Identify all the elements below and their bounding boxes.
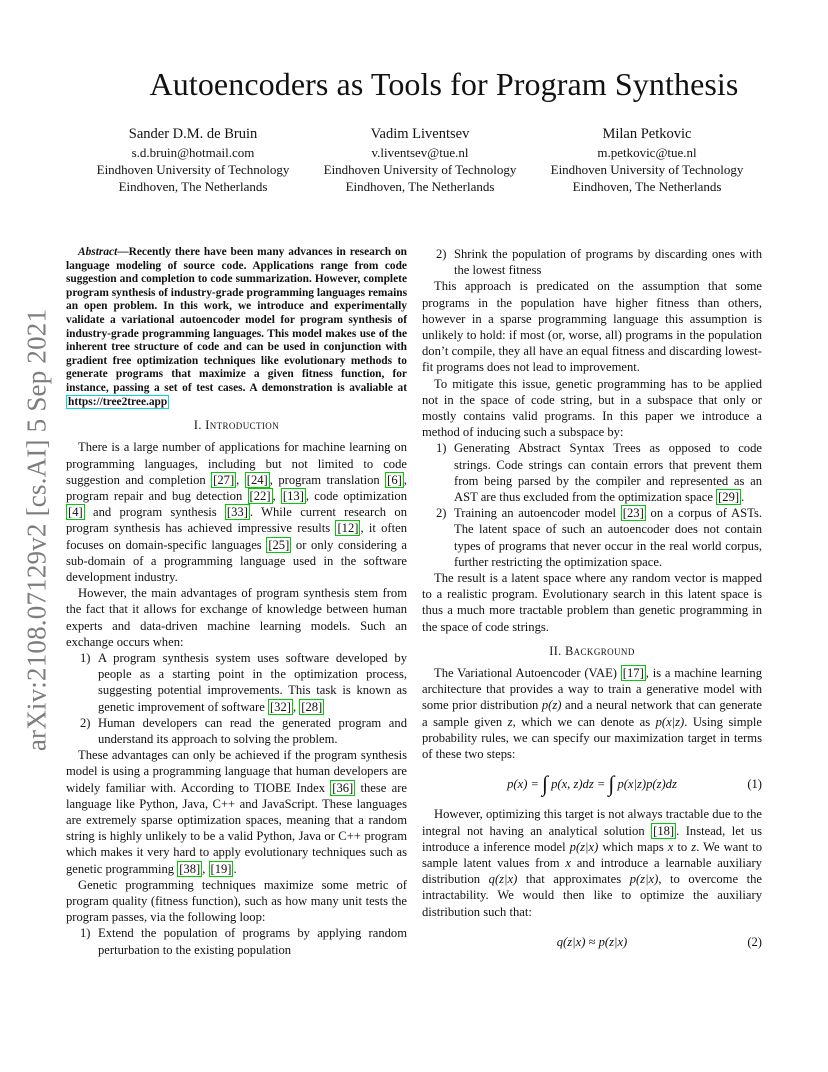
arxiv-sidebar-stamp [22,300,52,760]
citation-link[interactable]: [36] [332,780,354,795]
list-item: 1) A program synthesis system uses software developed by people as a starting point in the optimization process, suggesting potential improvements. This task is known as genetic improvement of software [32] , [28] [80,650,407,714]
citation-link[interactable]: [6] [387,472,402,487]
citation-link[interactable]: [23] [622,506,644,521]
citation-link[interactable]: [18] [653,823,675,838]
author-email: v.liventsev@tue.nl [371,145,469,160]
citation-link[interactable]: [4] [68,505,83,520]
author-location: Eindhoven, The Netherlands [572,179,722,194]
author-email: s.d.bruin@hotmail.com [131,145,255,160]
citation-link[interactable]: [27] [213,472,235,487]
author-name: Sander D.M. de Bruin [128,126,258,142]
author-location: Eindhoven, The Netherlands [118,179,268,194]
citation-link[interactable]: [38] [179,861,201,876]
list-item: 2) Shrink the population of programs by discarding ones with the lowest fitness [436,247,762,278]
list-item: 2) Training an autoencoder model [23] on a corpus of ASTs. The latent space of such an autoencoder does not contain types of programs that never occur in the real world corpus, further restricting the optimization space. [436,506,762,569]
author-name: Vadim Liventsev [370,126,470,142]
citation-link[interactable]: [25] [268,537,290,552]
list-item: 2) Human developers can read the generated program and understand its approach to solving the problem. [80,715,407,746]
citation-link[interactable]: [24] [246,472,268,487]
author-affiliation: Eindhoven University of Technology [96,162,290,177]
paragraph: The result is a latent space where any random vector is mapped to a realistic program. Evolutionary search in this latent space is thus a much more tractable problem than genetic programming in the space of code strings. [422,571,762,634]
author-name: Milan Petkovic [602,126,692,142]
citation-link[interactable]: [32] [269,699,291,714]
author-affiliation: Eindhoven University of Technology [550,162,744,177]
citation-link[interactable]: [28] [301,699,323,714]
numbered-list [422,440,762,570]
author-block [80,126,760,195]
integral-symbol: ∫ [542,771,549,797]
list-item: 1) Extend the population of programs by applying random perturbation to the existing population [80,926,407,957]
author-2 [307,126,533,195]
paragraph: However, optimizing this target is not always tractable due to the integral not having an analytical solution [18] . Instead, let us introduce a inference model p(z|x) which maps x to z. We want to sample latent values from x and introduce a learnable auxiliary distribution q(z|x) that approximates p(z|x), to overcome the intractability. We would then like to optimize the auxiliary distribution such that: [422,807,762,919]
citation-link[interactable]: [12] [337,521,359,536]
equation-number: (2) [747,934,762,949]
section-heading-background: II. Background [549,643,635,658]
author-3 [534,126,760,195]
section-heading-introduction: I. Introduction [193,418,280,433]
author-1 [80,126,306,195]
equation-1: p(x) = ∫ p(x, z)dz = ∫ p(x|z)p(z)dz (1) [507,771,762,797]
paragraph: These advantages can only be achieved if the program synthesis model is using a programming language that human developers are widely familiar with. According to TIOBE Index [36] these are language like Python, Java, C++ and JavaScript. These languages are extremely sparse optimization spaces, meaning that a random string is highly unlikely to be a valid Python, Java or C++ program which makes it very hard to apply evolutionary techniques such as genetic programming [38] , [19] . [66,748,407,876]
citation-link[interactable]: [33] [226,505,248,520]
numbered-list [66,650,407,747]
citation-link[interactable]: [19] [210,861,232,876]
arxiv-identifier: arXiv:2108.07129v2 [cs.AI] 5 Sep 2021 [21,308,52,752]
left-column [66,246,407,958]
equation-2: q(z|x) ≈ p(z|x) (2) [556,934,762,949]
paragraph: Genetic programming techniques maximize some metric of program quality (fitness function), such as how many unit tests the program passes, via the following loop: [66,877,407,925]
paper-title: Autoencoders as Tools for Program Synthesis [149,66,739,102]
paragraph: To mitigate this issue, genetic programming has to be applied not in the space of code string, but in a subspace that only or mostly contains valid programs. In this paper we introduce a method of inducing such a subspace by: [422,376,762,440]
citation-link[interactable]: [13] [282,488,304,503]
author-email: m.petkovic@tue.nl [597,145,697,160]
numbered-list [66,925,407,957]
list-item: 1) Generating Abstract Syntax Trees as opposed to code strings. Code strings can contain errors that prevent them from being parsed by the compiler and represented as an AST are thus excluded from the optimization space [29] . [436,441,762,505]
citation-link[interactable]: [29] [718,490,740,505]
citation-link[interactable]: [17] [622,666,644,681]
author-location: Eindhoven, The Netherlands [345,179,495,194]
paragraph: There is a large number of applications for machine learning on programming languages, including but not limited to code suggestion and completion [27] , [24] , program translation [6] , program repair and bug detection [22] , [13] , code optimization [4] and program synthesis [33] . While current research on program synthesis has achieved impressive results [12] , it often focuses on domain-specific languages [25] or only considering a sub-domain of a programming language used in the software development industry. [66,440,407,584]
equation-number: (1) [747,777,762,792]
abstract-label: Abstract [78,246,118,258]
abstract: Abstract—Recently there have been many advances in research on language modeling of source code. Applications range from code suggestion and completion to code summarization. However, complete program synthesis of industry-grade programming languages remains an open problem. In this work, we introduce and experimentally validate a variational autoencoder model for program synthesis of industry-grade programming languages. This model makes use of the inherent tree structure of code and can be used in conjunction with gradient free optimization techniques like evolutionary methods to generate programs that maximize a given fitness function, for instance, passing a set of test cases. A demonstration is avaliable at https://tree2tree.app [66,246,407,408]
right-column [422,246,762,964]
numbered-list [422,246,762,278]
demo-link[interactable]: https://tree2tree.app [68,395,168,408]
author-affiliation: Eindhoven University of Technology [323,162,517,177]
paragraph: However, the main advantages of program synthesis stem from the fact that it allows for exchange of knowledge between human experts and data-driven machine learning models. Such an exchange occurs when: [66,586,407,649]
integral-symbol: ∫ [608,771,615,797]
paragraph: This approach is predicated on the assumption that some programs in the population have higher fitness than others, however in a sparse programming language this assumption is unlikely to hold: if most (or, worse, all) programs in the population don’t compile, they all have an equal fitness and discarding lowest-fit programs does not lead to improvement. [422,279,762,375]
citation-link[interactable]: [22] [249,488,271,503]
paragraph: The Variational Autoencoder (VAE) [17] , is a machine learning architecture that provides a way to train a generative model with some prior distribution p(z) and a neural network that can generate a sample given z, which we can denote as p(x|z). Using simple probability rules, we can specify our maximization target in terms of these two steps: [422,666,762,762]
